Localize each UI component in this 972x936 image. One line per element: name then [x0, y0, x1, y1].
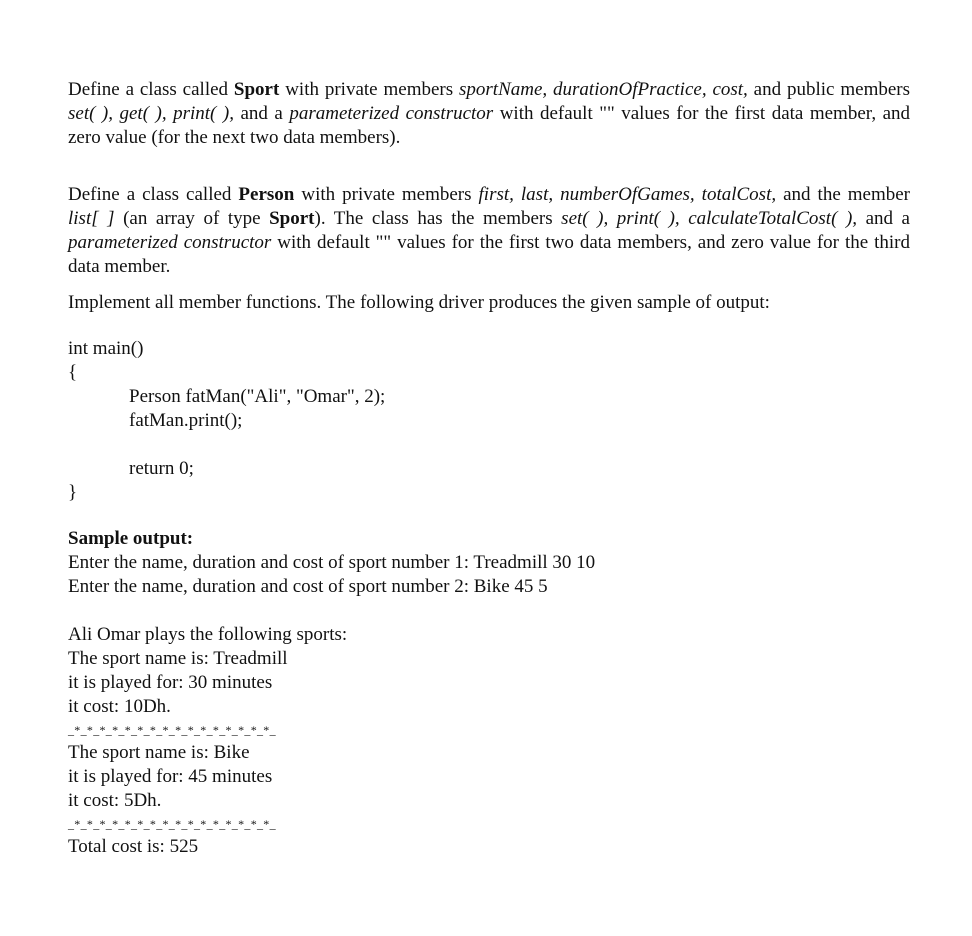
text-run: (an array of type [114, 208, 270, 229]
code-line: { [68, 362, 78, 383]
person-members: first, last, numberOfGames, totalCost, [478, 184, 777, 205]
person-class-paragraph [68, 183, 910, 279]
sport-members: sportName, durationOfPractice, cost, [459, 79, 748, 100]
output-line: it cost: 10Dh. [68, 696, 171, 717]
text-run: ). The class has the members [314, 208, 562, 229]
list-member: list[ ] [68, 208, 115, 229]
sample-heading: Sample output: [68, 528, 194, 549]
code-line: } [68, 482, 78, 503]
code-line: Person fatMan("Ali", "Omar", 2); [129, 386, 386, 407]
text-run: and a [233, 103, 290, 124]
text-run: and the member [776, 184, 910, 205]
person-class-name: Person [238, 184, 295, 205]
instruction-paragraph: Implement all member functions. The following driver produces the given sample of output: [68, 292, 770, 313]
code-line: return 0; [129, 458, 194, 479]
output-line: The sport name is: Treadmill [68, 648, 288, 669]
driver-code [68, 337, 910, 505]
output-line: Enter the name, duration and cost of sport number 1: Treadmill 30 10 [68, 552, 596, 573]
sport-class-paragraph [68, 78, 910, 150]
text-run: with default "" values for the first data member, and zero value (for the next two data members). [68, 103, 911, 148]
output-line: The sport name is: Bike [68, 742, 250, 763]
sport-class-name: Sport [233, 79, 280, 100]
text-run: Define a class called [68, 79, 234, 100]
text-run: with private members [279, 79, 459, 100]
text-run: and public members [747, 79, 910, 100]
text-run: with default "" values for the first two data members, and zero value for the third data member. [68, 232, 910, 277]
output-line: it is played for: 30 minutes [68, 672, 273, 693]
output-line: it is played for: 45 minutes [68, 766, 273, 787]
text-run: Define a class called [68, 184, 239, 205]
total-cost-line: Total cost is: 525 [68, 836, 199, 857]
constructor-term: parameterized constructor [289, 103, 494, 124]
sport-type-name: Sport [269, 208, 315, 229]
code-line: fatMan.print(); [129, 410, 243, 431]
sport-functions: set( ), get( ), print( ), [68, 103, 234, 124]
text-run: and a [857, 208, 910, 229]
output-line: it cost: 5Dh. [68, 790, 162, 811]
separator-line: _*_*_*_*_*_*_*_*_*_*_*_*_*_*_*_*_ [68, 723, 276, 737]
document-page [68, 78, 910, 859]
code-line: int main() [68, 338, 144, 359]
constructor-term: parameterized constructor [68, 232, 272, 253]
person-functions: set( ), print( ), calculateTotalCost( ), [561, 208, 858, 229]
text-run: with private members [294, 184, 479, 205]
output-line: Enter the name, duration and cost of sport number 2: Bike 45 5 [68, 576, 548, 597]
sample-output [68, 527, 910, 859]
separator-line: _*_*_*_*_*_*_*_*_*_*_*_*_*_*_*_*_ [68, 817, 276, 831]
output-line: Ali Omar plays the following sports: [68, 624, 348, 645]
